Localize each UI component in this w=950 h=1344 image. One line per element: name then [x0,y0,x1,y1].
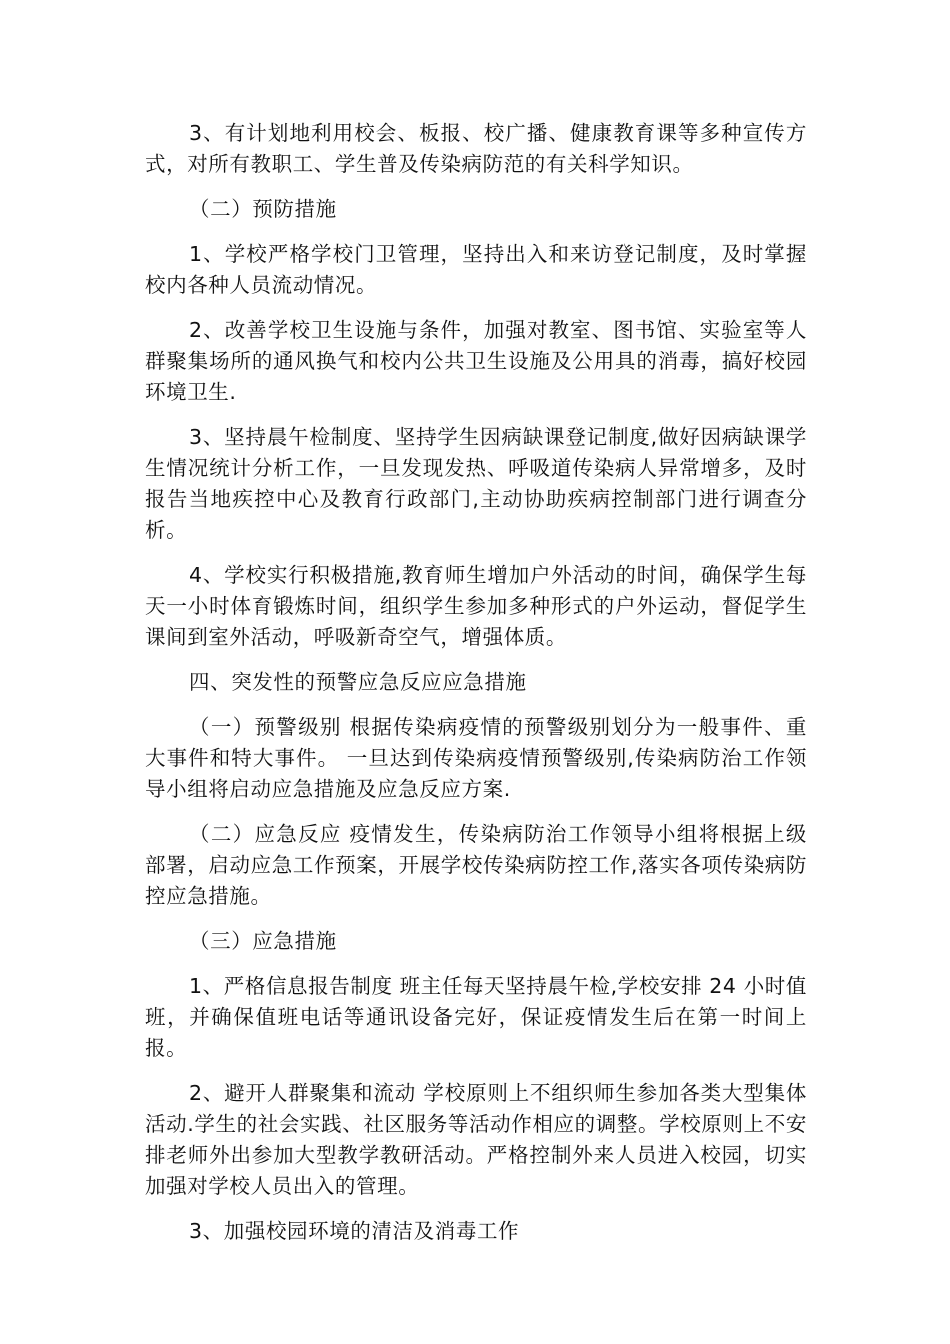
paragraph-warning-level: （一）预警级别 根据传染病疫情的预警级别划分为一般事件、重大事件和特大事件。 一旦达到传染病疫情预警级别,传染病防治工作领导小组将启动应急措施及应急反应方案. [145,715,807,801]
section-heading-emergency: 四、突发性的预警应急反应应急措施 [189,670,527,694]
paragraph-emergency-response: （二）应急反应 疫情发生，传染病防治工作领导小组将根据上级部署，启动应急工作预案，开展学校传染病防控工作,落实各项传染病防控应急措施。 [145,822,807,908]
paragraph-info-reporting: 1、严格信息报告制度 班主任每天坚持晨午检,学校安排 24 小时值班，并确保值班电话等通讯设备完好，保证疫情发生后在第一时间上报。 [145,974,807,1060]
paragraph-morning-check: 3、坚持晨午检制度、坚持学生因病缺课登记制度,做好因病缺课学生情况统计分析工作，一旦发现发热、呼吸道传染病人异常增多，及时报告当地疾控中心及教育行政部门,主动协助疾病控制部门进行调查分析。 [145,425,807,542]
paragraph-cleaning: 3、加强校园环境的清洁及消毒工作 [189,1219,520,1243]
paragraph-publicity: 3、有计划地利用校会、板报、校广播、健康教育课等多种宣传方式，对所有教职工、学生普及传染病防范的有关科学知识。 [145,121,807,176]
section-heading-prevention: （二）预防措施 [189,197,337,221]
document-body [145,118,807,1261]
paragraph-sanitation: 2、改善学校卫生设施与条件，加强对教室、图书馆、实验室等人群聚集场所的通风换气和校内公共卫生设施及公用具的消毒，搞好校园环境卫生. [145,318,807,404]
paragraph-avoid-gathering: 2、避开人群聚集和流动 学校原则上不组织师生参加各类大型集体活动.学生的社会实践、社区服务等活动作相应的调整。学校原则上不安排老师外出参加大型教学教研活动。严格控制外来人员进入校园，切实加强对学校人员出入的管理。 [145,1081,807,1198]
paragraph-outdoor-activity: 4、学校实行积极措施,教育师生增加户外活动的时间，确保学生每天一小时体育锻炼时间，组织学生参加多种形式的户外运动，督促学生课间到室外活动，呼吸新奇空气，增强体质。 [145,563,807,649]
section-heading-emergency-measures: （三）应急措施 [189,929,337,953]
paragraph-gate-management: 1、学校严格学校门卫管理，坚持出入和来访登记制度，及时掌握校内各种人员流动情况。 [145,242,807,297]
